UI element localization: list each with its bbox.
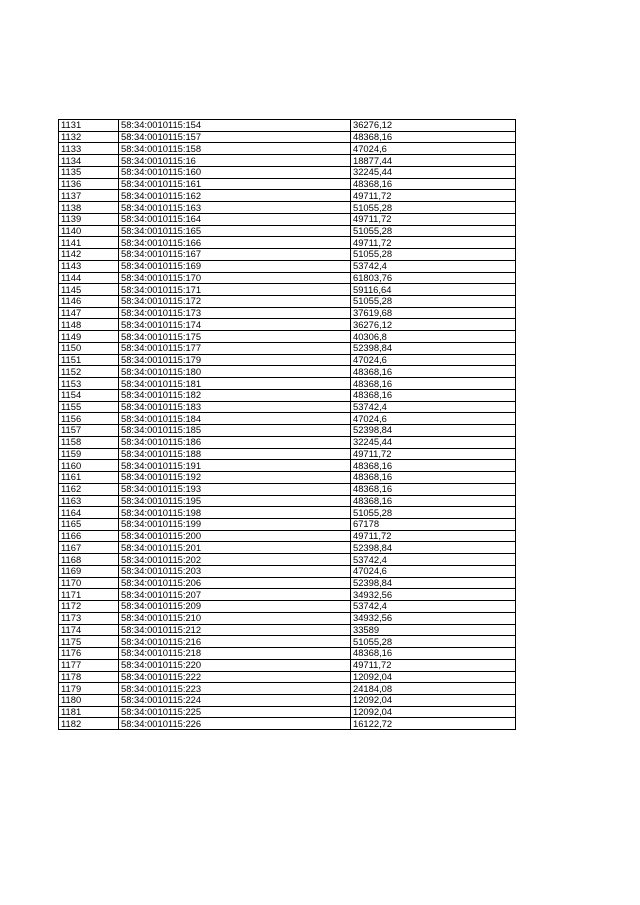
value-cell: 48368,16	[351, 178, 516, 190]
row-number-cell: 1135	[59, 166, 119, 178]
value-cell: 53742,4	[351, 401, 516, 413]
cadastral-number-cell: 58:34:0010115:182	[119, 389, 351, 401]
value-cell: 49711,72	[351, 237, 516, 249]
value-cell: 61803,76	[351, 272, 516, 284]
table-row	[59, 155, 516, 167]
cadastral-number-cell: 58:34:0010115:225	[119, 706, 351, 718]
row-number-cell: 1168	[59, 554, 119, 566]
table-row	[59, 378, 516, 390]
value-cell: 47024,6	[351, 143, 516, 155]
table-row	[59, 307, 516, 319]
cadastral-number-cell: 58:34:0010115:172	[119, 296, 351, 308]
table-row	[59, 565, 516, 577]
table-row	[59, 636, 516, 648]
table-row	[59, 296, 516, 308]
value-cell: 24184,08	[351, 683, 516, 695]
row-number-cell: 1153	[59, 378, 119, 390]
row-number-cell: 1176	[59, 648, 119, 660]
table-row	[59, 120, 516, 132]
table-row	[59, 601, 516, 613]
row-number-cell: 1144	[59, 272, 119, 284]
cadastral-number-cell: 58:34:0010115:166	[119, 237, 351, 249]
row-number-cell: 1152	[59, 366, 119, 378]
row-number-cell: 1164	[59, 507, 119, 519]
table-row	[59, 483, 516, 495]
value-cell: 48368,16	[351, 648, 516, 660]
value-cell: 16122,72	[351, 718, 516, 730]
table-row	[59, 554, 516, 566]
cadastral-number-cell: 58:34:0010115:171	[119, 284, 351, 296]
cadastral-number-cell: 58:34:0010115:223	[119, 683, 351, 695]
table-row	[59, 671, 516, 683]
row-number-cell: 1140	[59, 225, 119, 237]
row-number-cell: 1151	[59, 354, 119, 366]
value-cell: 48368,16	[351, 131, 516, 143]
row-number-cell: 1133	[59, 143, 119, 155]
row-number-cell: 1149	[59, 331, 119, 343]
table-row	[59, 260, 516, 272]
cadastral-number-cell: 58:34:0010115:218	[119, 648, 351, 660]
table-row	[59, 237, 516, 249]
cadastral-number-cell: 58:34:0010115:206	[119, 577, 351, 589]
value-cell: 51055,28	[351, 202, 516, 214]
table-row	[59, 272, 516, 284]
row-number-cell: 1136	[59, 178, 119, 190]
cadastral-number-cell: 58:34:0010115:222	[119, 671, 351, 683]
row-number-cell: 1173	[59, 612, 119, 624]
row-number-cell: 1180	[59, 694, 119, 706]
cadastral-number-cell: 58:34:0010115:184	[119, 413, 351, 425]
cadastral-number-cell: 58:34:0010115:174	[119, 319, 351, 331]
value-cell: 48368,16	[351, 378, 516, 390]
table-row	[59, 436, 516, 448]
cadastral-number-cell: 58:34:0010115:188	[119, 448, 351, 460]
table-row	[59, 190, 516, 202]
row-number-cell: 1166	[59, 530, 119, 542]
cadastral-number-cell: 58:34:0010115:161	[119, 178, 351, 190]
table-row	[59, 413, 516, 425]
table-row	[59, 354, 516, 366]
table-row	[59, 683, 516, 695]
value-cell: 51055,28	[351, 249, 516, 261]
cadastral-number-cell: 58:34:0010115:180	[119, 366, 351, 378]
value-cell: 12092,04	[351, 671, 516, 683]
table-body	[59, 120, 516, 730]
table-row	[59, 507, 516, 519]
cadastral-number-cell: 58:34:0010115:154	[119, 120, 351, 132]
row-number-cell: 1174	[59, 624, 119, 636]
cadastral-number-cell: 58:34:0010115:169	[119, 260, 351, 272]
table-row	[59, 401, 516, 413]
cadastral-number-cell: 58:34:0010115:170	[119, 272, 351, 284]
value-cell: 52398,84	[351, 577, 516, 589]
value-cell: 48368,16	[351, 366, 516, 378]
table-row	[59, 460, 516, 472]
value-cell: 67178	[351, 518, 516, 530]
cadastral-number-cell: 58:34:0010115:177	[119, 342, 351, 354]
table-row	[59, 131, 516, 143]
cadastral-number-cell: 58:34:0010115:198	[119, 507, 351, 519]
row-number-cell: 1179	[59, 683, 119, 695]
cadastral-number-cell: 58:34:0010115:160	[119, 166, 351, 178]
value-cell: 47024,6	[351, 413, 516, 425]
value-cell: 48368,16	[351, 472, 516, 484]
row-number-cell: 1178	[59, 671, 119, 683]
cadastral-number-cell: 58:34:0010115:192	[119, 472, 351, 484]
value-cell: 40306,8	[351, 331, 516, 343]
value-cell: 37619,68	[351, 307, 516, 319]
table-row	[59, 366, 516, 378]
row-number-cell: 1134	[59, 155, 119, 167]
value-cell: 52398,84	[351, 425, 516, 437]
table-row	[59, 319, 516, 331]
value-cell: 48368,16	[351, 389, 516, 401]
table-row	[59, 518, 516, 530]
value-cell: 33589	[351, 624, 516, 636]
cadastral-number-cell: 58:34:0010115:203	[119, 565, 351, 577]
row-number-cell: 1175	[59, 636, 119, 648]
value-cell: 59116,64	[351, 284, 516, 296]
value-cell: 32245,44	[351, 166, 516, 178]
row-number-cell: 1139	[59, 213, 119, 225]
row-number-cell: 1165	[59, 518, 119, 530]
value-cell: 32245,44	[351, 436, 516, 448]
table-row	[59, 225, 516, 237]
table-row	[59, 659, 516, 671]
table-row	[59, 284, 516, 296]
row-number-cell: 1177	[59, 659, 119, 671]
row-number-cell: 1143	[59, 260, 119, 272]
row-number-cell: 1169	[59, 565, 119, 577]
table-row	[59, 178, 516, 190]
cadastral-number-cell: 58:34:0010115:191	[119, 460, 351, 472]
table-row	[59, 694, 516, 706]
table-row	[59, 706, 516, 718]
row-number-cell: 1167	[59, 542, 119, 554]
cadastral-number-cell: 58:34:0010115:195	[119, 495, 351, 507]
value-cell: 12092,04	[351, 706, 516, 718]
table-row	[59, 648, 516, 660]
table-row	[59, 331, 516, 343]
table-row	[59, 624, 516, 636]
table-row	[59, 589, 516, 601]
table-row	[59, 389, 516, 401]
cadastral-number-cell: 58:34:0010115:193	[119, 483, 351, 495]
cadastral-number-cell: 58:34:0010115:200	[119, 530, 351, 542]
row-number-cell: 1170	[59, 577, 119, 589]
cadastral-number-cell: 58:34:0010115:164	[119, 213, 351, 225]
row-number-cell: 1160	[59, 460, 119, 472]
value-cell: 34932,56	[351, 589, 516, 601]
row-number-cell: 1181	[59, 706, 119, 718]
row-number-cell: 1132	[59, 131, 119, 143]
table-row	[59, 612, 516, 624]
cadastral-number-cell: 58:34:0010115:16	[119, 155, 351, 167]
row-number-cell: 1150	[59, 342, 119, 354]
row-number-cell: 1131	[59, 120, 119, 132]
value-cell: 49711,72	[351, 659, 516, 671]
row-number-cell: 1158	[59, 436, 119, 448]
value-cell: 51055,28	[351, 296, 516, 308]
row-number-cell: 1137	[59, 190, 119, 202]
value-cell: 49711,72	[351, 448, 516, 460]
cadastral-number-cell: 58:34:0010115:202	[119, 554, 351, 566]
value-cell: 47024,6	[351, 565, 516, 577]
data-table	[58, 119, 516, 730]
row-number-cell: 1157	[59, 425, 119, 437]
cadastral-number-cell: 58:34:0010115:226	[119, 718, 351, 730]
table-row	[59, 213, 516, 225]
table-row	[59, 202, 516, 214]
row-number-cell: 1159	[59, 448, 119, 460]
value-cell: 47024,6	[351, 354, 516, 366]
table-row	[59, 448, 516, 460]
value-cell: 49711,72	[351, 213, 516, 225]
cadastral-number-cell: 58:34:0010115:167	[119, 249, 351, 261]
row-number-cell: 1171	[59, 589, 119, 601]
cadastral-number-cell: 58:34:0010115:224	[119, 694, 351, 706]
value-cell: 53742,4	[351, 601, 516, 613]
row-number-cell: 1162	[59, 483, 119, 495]
value-cell: 49711,72	[351, 190, 516, 202]
value-cell: 51055,28	[351, 636, 516, 648]
value-cell: 48368,16	[351, 460, 516, 472]
row-number-cell: 1147	[59, 307, 119, 319]
row-number-cell: 1155	[59, 401, 119, 413]
table-row	[59, 342, 516, 354]
cadastral-number-cell: 58:34:0010115:157	[119, 131, 351, 143]
row-number-cell: 1182	[59, 718, 119, 730]
cadastral-number-cell: 58:34:0010115:207	[119, 589, 351, 601]
value-cell: 18877,44	[351, 155, 516, 167]
value-cell: 52398,84	[351, 542, 516, 554]
row-number-cell: 1141	[59, 237, 119, 249]
row-number-cell: 1148	[59, 319, 119, 331]
cadastral-number-cell: 58:34:0010115:209	[119, 601, 351, 613]
value-cell: 34932,56	[351, 612, 516, 624]
cadastral-number-cell: 58:34:0010115:158	[119, 143, 351, 155]
cadastral-number-cell: 58:34:0010115:201	[119, 542, 351, 554]
row-number-cell: 1156	[59, 413, 119, 425]
cadastral-number-cell: 58:34:0010115:199	[119, 518, 351, 530]
row-number-cell: 1138	[59, 202, 119, 214]
cadastral-number-cell: 58:34:0010115:181	[119, 378, 351, 390]
value-cell: 12092,04	[351, 694, 516, 706]
value-cell: 53742,4	[351, 260, 516, 272]
table-row	[59, 577, 516, 589]
value-cell: 52398,84	[351, 342, 516, 354]
table-row	[59, 143, 516, 155]
row-number-cell: 1146	[59, 296, 119, 308]
value-cell: 36276,12	[351, 120, 516, 132]
cadastral-number-cell: 58:34:0010115:220	[119, 659, 351, 671]
table-row	[59, 249, 516, 261]
cadastral-number-cell: 58:34:0010115:212	[119, 624, 351, 636]
cadastral-number-cell: 58:34:0010115:183	[119, 401, 351, 413]
row-number-cell: 1145	[59, 284, 119, 296]
row-number-cell: 1161	[59, 472, 119, 484]
table-row	[59, 425, 516, 437]
value-cell: 48368,16	[351, 483, 516, 495]
value-cell: 51055,28	[351, 507, 516, 519]
cadastral-number-cell: 58:34:0010115:210	[119, 612, 351, 624]
cadastral-number-cell: 58:34:0010115:165	[119, 225, 351, 237]
table-row	[59, 472, 516, 484]
cadastral-number-cell: 58:34:0010115:216	[119, 636, 351, 648]
table-row	[59, 166, 516, 178]
table-row	[59, 530, 516, 542]
row-number-cell: 1154	[59, 389, 119, 401]
cadastral-number-cell: 58:34:0010115:162	[119, 190, 351, 202]
row-number-cell: 1163	[59, 495, 119, 507]
table-row	[59, 495, 516, 507]
cadastral-number-cell: 58:34:0010115:179	[119, 354, 351, 366]
table-row	[59, 542, 516, 554]
value-cell: 51055,28	[351, 225, 516, 237]
value-cell: 53742,4	[351, 554, 516, 566]
cadastral-number-cell: 58:34:0010115:185	[119, 425, 351, 437]
table-row	[59, 718, 516, 730]
cadastral-number-cell: 58:34:0010115:173	[119, 307, 351, 319]
value-cell: 48368,16	[351, 495, 516, 507]
row-number-cell: 1142	[59, 249, 119, 261]
row-number-cell: 1172	[59, 601, 119, 613]
cadastral-number-cell: 58:34:0010115:163	[119, 202, 351, 214]
cadastral-number-cell: 58:34:0010115:186	[119, 436, 351, 448]
value-cell: 36276,12	[351, 319, 516, 331]
value-cell: 49711,72	[351, 530, 516, 542]
cadastral-number-cell: 58:34:0010115:175	[119, 331, 351, 343]
